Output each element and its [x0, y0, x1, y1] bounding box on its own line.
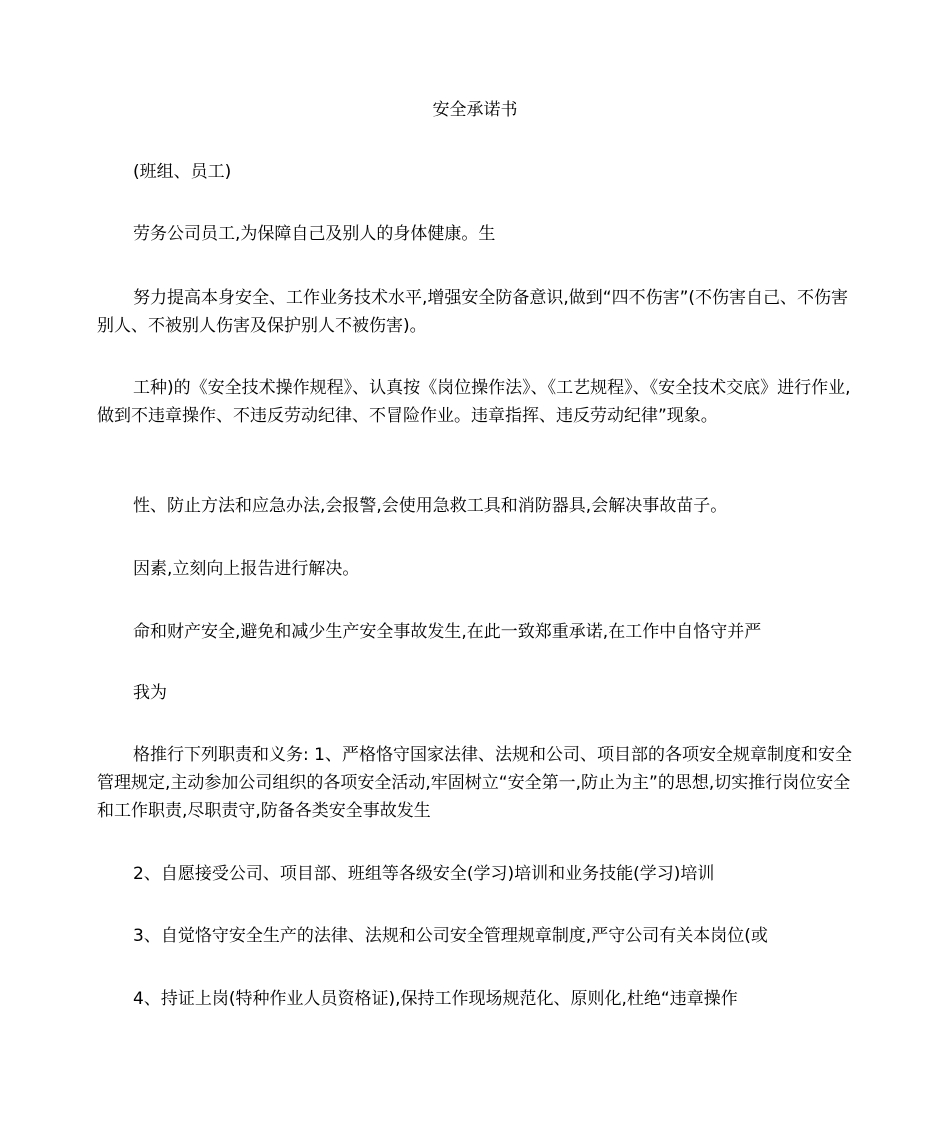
- paragraph-report-factors: 因素,立刻向上报告进行解决。: [133, 559, 360, 579]
- paragraph-item-2: 2、自愿接受公司、项目部、班组等各级安全(学习)培训和业务技能(学习)培训: [133, 864, 715, 884]
- paragraph-operating-rules: 工种)的《安全技术操作规程》、认真按《岗位操作法》、《工艺规程》、《安全技术交底》进行作业,做到不违章操作、不违反劳动纪律、不冒险作业。违章指挥、违反劳动纪律”现象。: [97, 378, 851, 426]
- paragraph-four-no-harm: 努力提高本身安全、工作业务技术水平,增强安全防备意识,做到“四不伤害”(不伤害自己、不伤害别人、不被别人伤害及保护别人不被伤害)。: [97, 288, 849, 336]
- paragraph-emergency-methods: 性、防止方法和应急办法,会报警,会使用急救工具和消防器具,会解决事故苗子。: [133, 496, 728, 516]
- paragraph-labor-company: 劳务公司员工,为保障自己及别人的身体健康。生: [133, 224, 496, 244]
- paragraph-solemn-pledge: 命和财产安全,避免和减少生产安全事故发生,在此一致郑重承诺,在工作中自恪守并严: [133, 622, 762, 642]
- paragraph-i-am: 我为: [133, 683, 167, 703]
- paragraph-team-staff: (班组、员工): [133, 162, 232, 182]
- paragraph-duties-item-1: 格推行下列职责和义务: 1、严格恪守国家法律、法规和公司、项目部的各项安全规章制度和安全管理规定,主动参加公司组织的各项安全活动,牢固树立“安全第一,防止为主”的思想,切实推行岗位安全和工作职责,尽职责守,防备各类安全事故发生: [97, 745, 852, 821]
- document-title: 安全承诺书: [432, 100, 518, 120]
- paragraph-item-4: 4、持证上岗(特种作业人员资格证),保持工作现场规范化、原则化,杜绝“违章操作: [133, 989, 738, 1009]
- paragraph-item-3: 3、自觉恪守安全生产的法律、法规和公司安全管理规章制度,严守公司有关本岗位(或: [133, 926, 768, 946]
